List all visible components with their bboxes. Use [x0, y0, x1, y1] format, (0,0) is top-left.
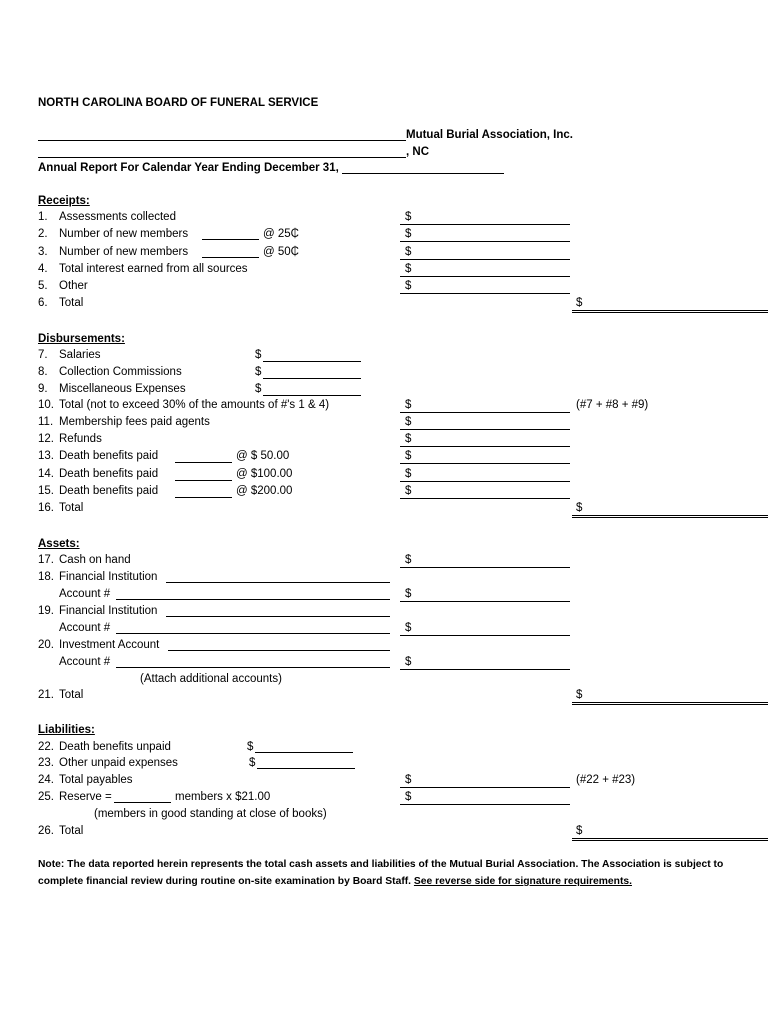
liability-item-label: Death benefits unpaid	[59, 741, 171, 753]
investment-account-field[interactable]	[168, 650, 390, 651]
city-field[interactable]	[38, 157, 406, 158]
reserve-rate: members x $21.00	[175, 791, 271, 803]
disbursement-item-label: Death benefits paid	[59, 485, 159, 497]
asset-item-label: Cash on hand	[59, 554, 131, 566]
disbursements-total-field[interactable]	[572, 515, 768, 518]
liability-item-num: 23.	[38, 757, 54, 769]
dollar-sign: $	[405, 622, 412, 634]
liability-item-num: 25.	[38, 791, 54, 803]
association-name-field[interactable]	[38, 140, 406, 141]
account-label: Account #	[59, 588, 111, 600]
dollar-sign: $	[405, 246, 412, 258]
page-title: NORTH CAROLINA BOARD OF FUNERAL SERVICE	[38, 97, 319, 109]
death-benefits-unpaid-field[interactable]	[255, 752, 353, 753]
death-benefits-200-count-field[interactable]	[175, 497, 232, 498]
receipt-item-num: 2.	[38, 228, 48, 240]
asset-item-num: 18.	[38, 571, 54, 583]
death-benefits-100-amount-field[interactable]	[400, 481, 570, 482]
new-members-50-count-field[interactable]	[202, 257, 259, 258]
institution-2-amount-field[interactable]	[400, 635, 570, 636]
liabilities-total-field[interactable]	[572, 838, 768, 841]
dollar-sign: $	[405, 485, 412, 497]
receipt-item-num: 3.	[38, 246, 48, 258]
expenses-total-field[interactable]	[400, 412, 570, 413]
refunds-amount-field[interactable]	[400, 446, 570, 447]
dollar-sign: $	[255, 383, 262, 395]
asset-item-label: Financial Institution	[59, 605, 158, 617]
death-benefits-100-count-field[interactable]	[175, 480, 232, 481]
association-suffix: Mutual Burial Association, Inc.	[406, 129, 573, 141]
disbursement-item-rate: @ $ 50.00	[236, 450, 290, 462]
cash-on-hand-amount-field[interactable]	[400, 567, 570, 568]
liability-item-label: Total	[59, 825, 84, 837]
liability-item-num: 24.	[38, 774, 54, 786]
dollar-sign: $	[576, 502, 583, 514]
total-payables-field[interactable]	[400, 787, 570, 788]
other-receipts-amount-field[interactable]	[400, 293, 570, 294]
footer-note-text: Note: The data reported herein represents the total cash assets and liabilities of the Mutual Burial Association. The Association is subject to complete financial review during routine on-site examination by Board Staff.	[38, 859, 724, 887]
liability-item-num: 26.	[38, 825, 54, 837]
disbursement-item-num: 16.	[38, 502, 54, 514]
dollar-sign: $	[576, 689, 583, 701]
asset-item-num: 21.	[38, 689, 54, 701]
dollar-sign: $	[405, 263, 412, 275]
dollar-sign: $	[405, 416, 412, 428]
report-label: Annual Report For Calendar Year Ending December 31,	[38, 162, 339, 174]
dollar-sign: $	[405, 228, 412, 240]
account-label: Account #	[59, 656, 111, 668]
dollar-sign: $	[255, 349, 262, 361]
death-benefits-50-amount-field[interactable]	[400, 463, 570, 464]
disbursement-item-rate: @ $100.00	[236, 468, 293, 480]
disbursement-item-num: 11.	[38, 416, 54, 428]
receipt-item-label: Total	[59, 297, 84, 309]
dollar-sign: $	[405, 468, 412, 480]
reserve-note: (members in good standing at close of books)	[94, 808, 327, 820]
receipt-item-num: 1.	[38, 211, 48, 223]
disbursement-item-num: 14.	[38, 468, 54, 480]
formula-note: (#7 + #8 + #9)	[576, 399, 649, 411]
dollar-sign: $	[405, 554, 412, 566]
liability-item-num: 22.	[38, 741, 54, 753]
dollar-sign: $	[405, 433, 412, 445]
receipt-item-label: Other	[59, 280, 88, 292]
account-number-1-field[interactable]	[116, 599, 390, 600]
disbursement-item-num: 7.	[38, 349, 48, 361]
commissions-amount-field[interactable]	[263, 378, 361, 379]
dollar-sign: $	[405, 280, 412, 292]
receipt-item-num: 6.	[38, 297, 48, 309]
disbursement-item-num: 13.	[38, 450, 54, 462]
receipt-item-label: Number of new members	[59, 228, 189, 240]
assets-total-field[interactable]	[572, 702, 768, 705]
dollar-sign: $	[405, 774, 412, 786]
interest-amount-field[interactable]	[400, 276, 570, 277]
dollar-sign: $	[405, 588, 412, 600]
disbursement-item-num: 8.	[38, 366, 48, 378]
asset-item-num: 19.	[38, 605, 54, 617]
receipt-item-rate: @ 50₵	[263, 246, 299, 258]
disbursement-item-num: 12.	[38, 433, 54, 445]
receipt-item-num: 5.	[38, 280, 48, 292]
disbursements-heading: Disbursements:	[38, 333, 125, 345]
disbursement-item-num: 15.	[38, 485, 54, 497]
dollar-sign: $	[576, 297, 583, 309]
receipt-item-label: Assessments collected	[59, 211, 176, 223]
new-members-25-amount-field[interactable]	[400, 241, 570, 242]
disbursement-item-label: Miscellaneous Expenses	[59, 383, 186, 395]
reserve-members-count-field[interactable]	[114, 802, 171, 803]
dollar-sign: $	[405, 399, 412, 411]
asset-item-label: Total	[59, 689, 84, 701]
liability-item-label: Total payables	[59, 774, 133, 786]
state-suffix: , NC	[406, 146, 429, 158]
liabilities-heading: Liabilities:	[38, 724, 95, 736]
receipt-item-num: 4.	[38, 263, 48, 275]
asset-item-label: Investment Account	[59, 639, 160, 651]
liability-item-label: Reserve =	[59, 791, 112, 803]
investment-amount-field[interactable]	[400, 669, 570, 670]
other-unpaid-expenses-field[interactable]	[257, 768, 355, 769]
death-benefits-200-amount-field[interactable]	[400, 498, 570, 499]
disbursement-item-label: Membership fees paid agents	[59, 416, 210, 428]
account-number-3-field[interactable]	[116, 667, 390, 668]
asset-item-num: 20.	[38, 639, 54, 651]
report-year-field[interactable]	[342, 173, 504, 174]
dollar-sign: $	[405, 450, 412, 462]
receipt-item-rate: @ 25₵	[263, 228, 299, 240]
attach-accounts-note: (Attach additional accounts)	[140, 673, 282, 685]
disbursement-item-label: Refunds	[59, 433, 102, 445]
new-members-25-count-field[interactable]	[202, 239, 259, 240]
asset-item-num: 17.	[38, 554, 54, 566]
dollar-sign: $	[405, 211, 412, 223]
assets-heading: Assets:	[38, 538, 80, 550]
footer-note	[38, 856, 738, 890]
liability-item-label: Other unpaid expenses	[59, 757, 178, 769]
receipt-item-label: Number of new members	[59, 246, 189, 258]
disbursement-item-num: 9.	[38, 383, 48, 395]
new-members-50-amount-field[interactable]	[400, 259, 570, 260]
asset-item-label: Financial Institution	[59, 571, 158, 583]
salaries-amount-field[interactable]	[263, 361, 361, 362]
misc-expenses-amount-field[interactable]	[263, 395, 361, 396]
disbursement-item-label: Total (not to exceed 30% of the amounts of #'s 1 & 4)	[59, 399, 330, 411]
disbursement-item-label: Death benefits paid	[59, 450, 159, 462]
institution-1-amount-field[interactable]	[400, 601, 570, 602]
disbursement-item-num: 10.	[38, 399, 54, 411]
assessments-amount-field[interactable]	[400, 224, 570, 225]
dollar-sign: $	[576, 825, 583, 837]
agent-fees-amount-field[interactable]	[400, 429, 570, 430]
dollar-sign: $	[247, 741, 254, 753]
account-number-2-field[interactable]	[116, 633, 390, 634]
dollar-sign: $	[405, 791, 412, 803]
financial-institution-2-field[interactable]	[166, 616, 390, 617]
receipts-heading: Receipts:	[38, 195, 90, 207]
financial-institution-1-field[interactable]	[166, 582, 390, 583]
dollar-sign: $	[405, 656, 412, 668]
reserve-amount-field[interactable]	[400, 804, 570, 805]
disbursement-item-label: Collection Commissions	[59, 366, 182, 378]
disbursement-item-label: Death benefits paid	[59, 468, 159, 480]
dollar-sign: $	[249, 757, 256, 769]
disbursement-item-label: Total	[59, 502, 84, 514]
formula-note: (#22 + #23)	[576, 774, 636, 786]
disbursement-item-rate: @ $200.00	[236, 485, 293, 497]
signature-requirements-link[interactable]: See reverse side for signature requirements.	[413, 876, 632, 887]
account-label: Account #	[59, 622, 111, 634]
dollar-sign: $	[255, 366, 262, 378]
death-benefits-50-count-field[interactable]	[175, 462, 232, 463]
receipts-total-field[interactable]	[572, 310, 768, 313]
disbursement-item-label: Salaries	[59, 349, 101, 361]
receipt-item-label: Total interest earned from all sources	[59, 263, 248, 275]
